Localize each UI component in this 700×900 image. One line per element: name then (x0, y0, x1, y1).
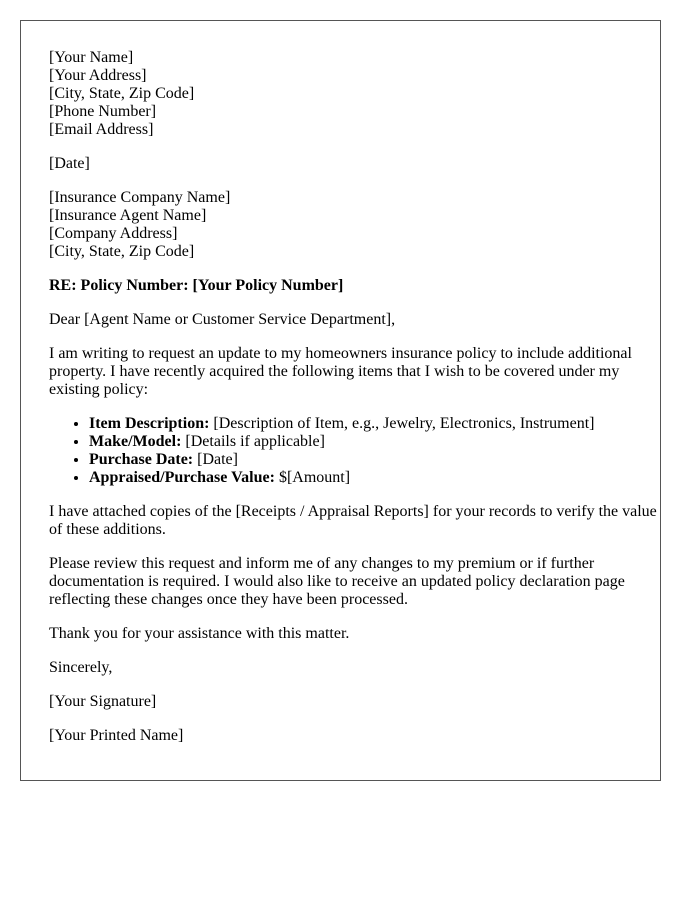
sender-email: [Email Address] (49, 121, 154, 138)
re-line (49, 277, 660, 295)
request-paragraph: Please review this request and inform me of any changes to my premium or if further documentation is required. I would also like to receive an updated policy declaration page reflecting these changes once they have been processed. (49, 555, 625, 608)
list-item (89, 433, 660, 451)
date: [Date] (49, 155, 90, 172)
item-value: [Date] (193, 451, 238, 468)
sender-block (49, 49, 660, 139)
letter (20, 20, 661, 781)
intro-paragraph: I am writing to request an update to my homeowners insurance policy to include additional property. I have recently acquired the following items that I wish to be covered under my existing policy: (49, 345, 632, 398)
item-list (49, 415, 660, 487)
sender-address: [Your Address] (49, 67, 147, 84)
recipient-address: [Company Address] (49, 225, 178, 242)
item-label: Purchase Date: (89, 451, 194, 468)
thanks-paragraph: Thank you for your assistance with this matter. (49, 625, 350, 642)
recipient-city: [City, State, Zip Code] (49, 243, 195, 260)
attachments-paragraph: I have attached copies of the [Receipts / Appraisal Reports] for your records to verify the value of these additions. (49, 503, 657, 538)
item-value: [Details if applicable] (181, 433, 325, 450)
list-item (89, 451, 660, 469)
closing: Sincerely, (49, 659, 113, 676)
item-value: [Description of Item, e.g., Jewelry, Electronics, Instrument] (209, 415, 595, 432)
list-item (89, 415, 660, 433)
recipient-company: [Insurance Company Name] (49, 189, 231, 206)
recipient-block (49, 189, 660, 261)
recipient-agent: [Insurance Agent Name] (49, 207, 207, 224)
list-item (89, 469, 660, 487)
re-line-text: RE: Policy Number: [Your Policy Number] (49, 277, 344, 294)
sender-city: [City, State, Zip Code] (49, 85, 195, 102)
item-label: Appraised/Purchase Value: (89, 469, 275, 486)
item-value: $[Amount] (274, 469, 351, 486)
printed-name: [Your Printed Name] (49, 727, 184, 744)
item-label: Item Description: (89, 415, 210, 432)
item-label: Make/Model: (89, 433, 182, 450)
sender-name: [Your Name] (49, 49, 134, 66)
signature: [Your Signature] (49, 693, 157, 710)
sender-phone: [Phone Number] (49, 103, 157, 120)
salutation: Dear [Agent Name or Customer Service Department], (49, 311, 396, 328)
